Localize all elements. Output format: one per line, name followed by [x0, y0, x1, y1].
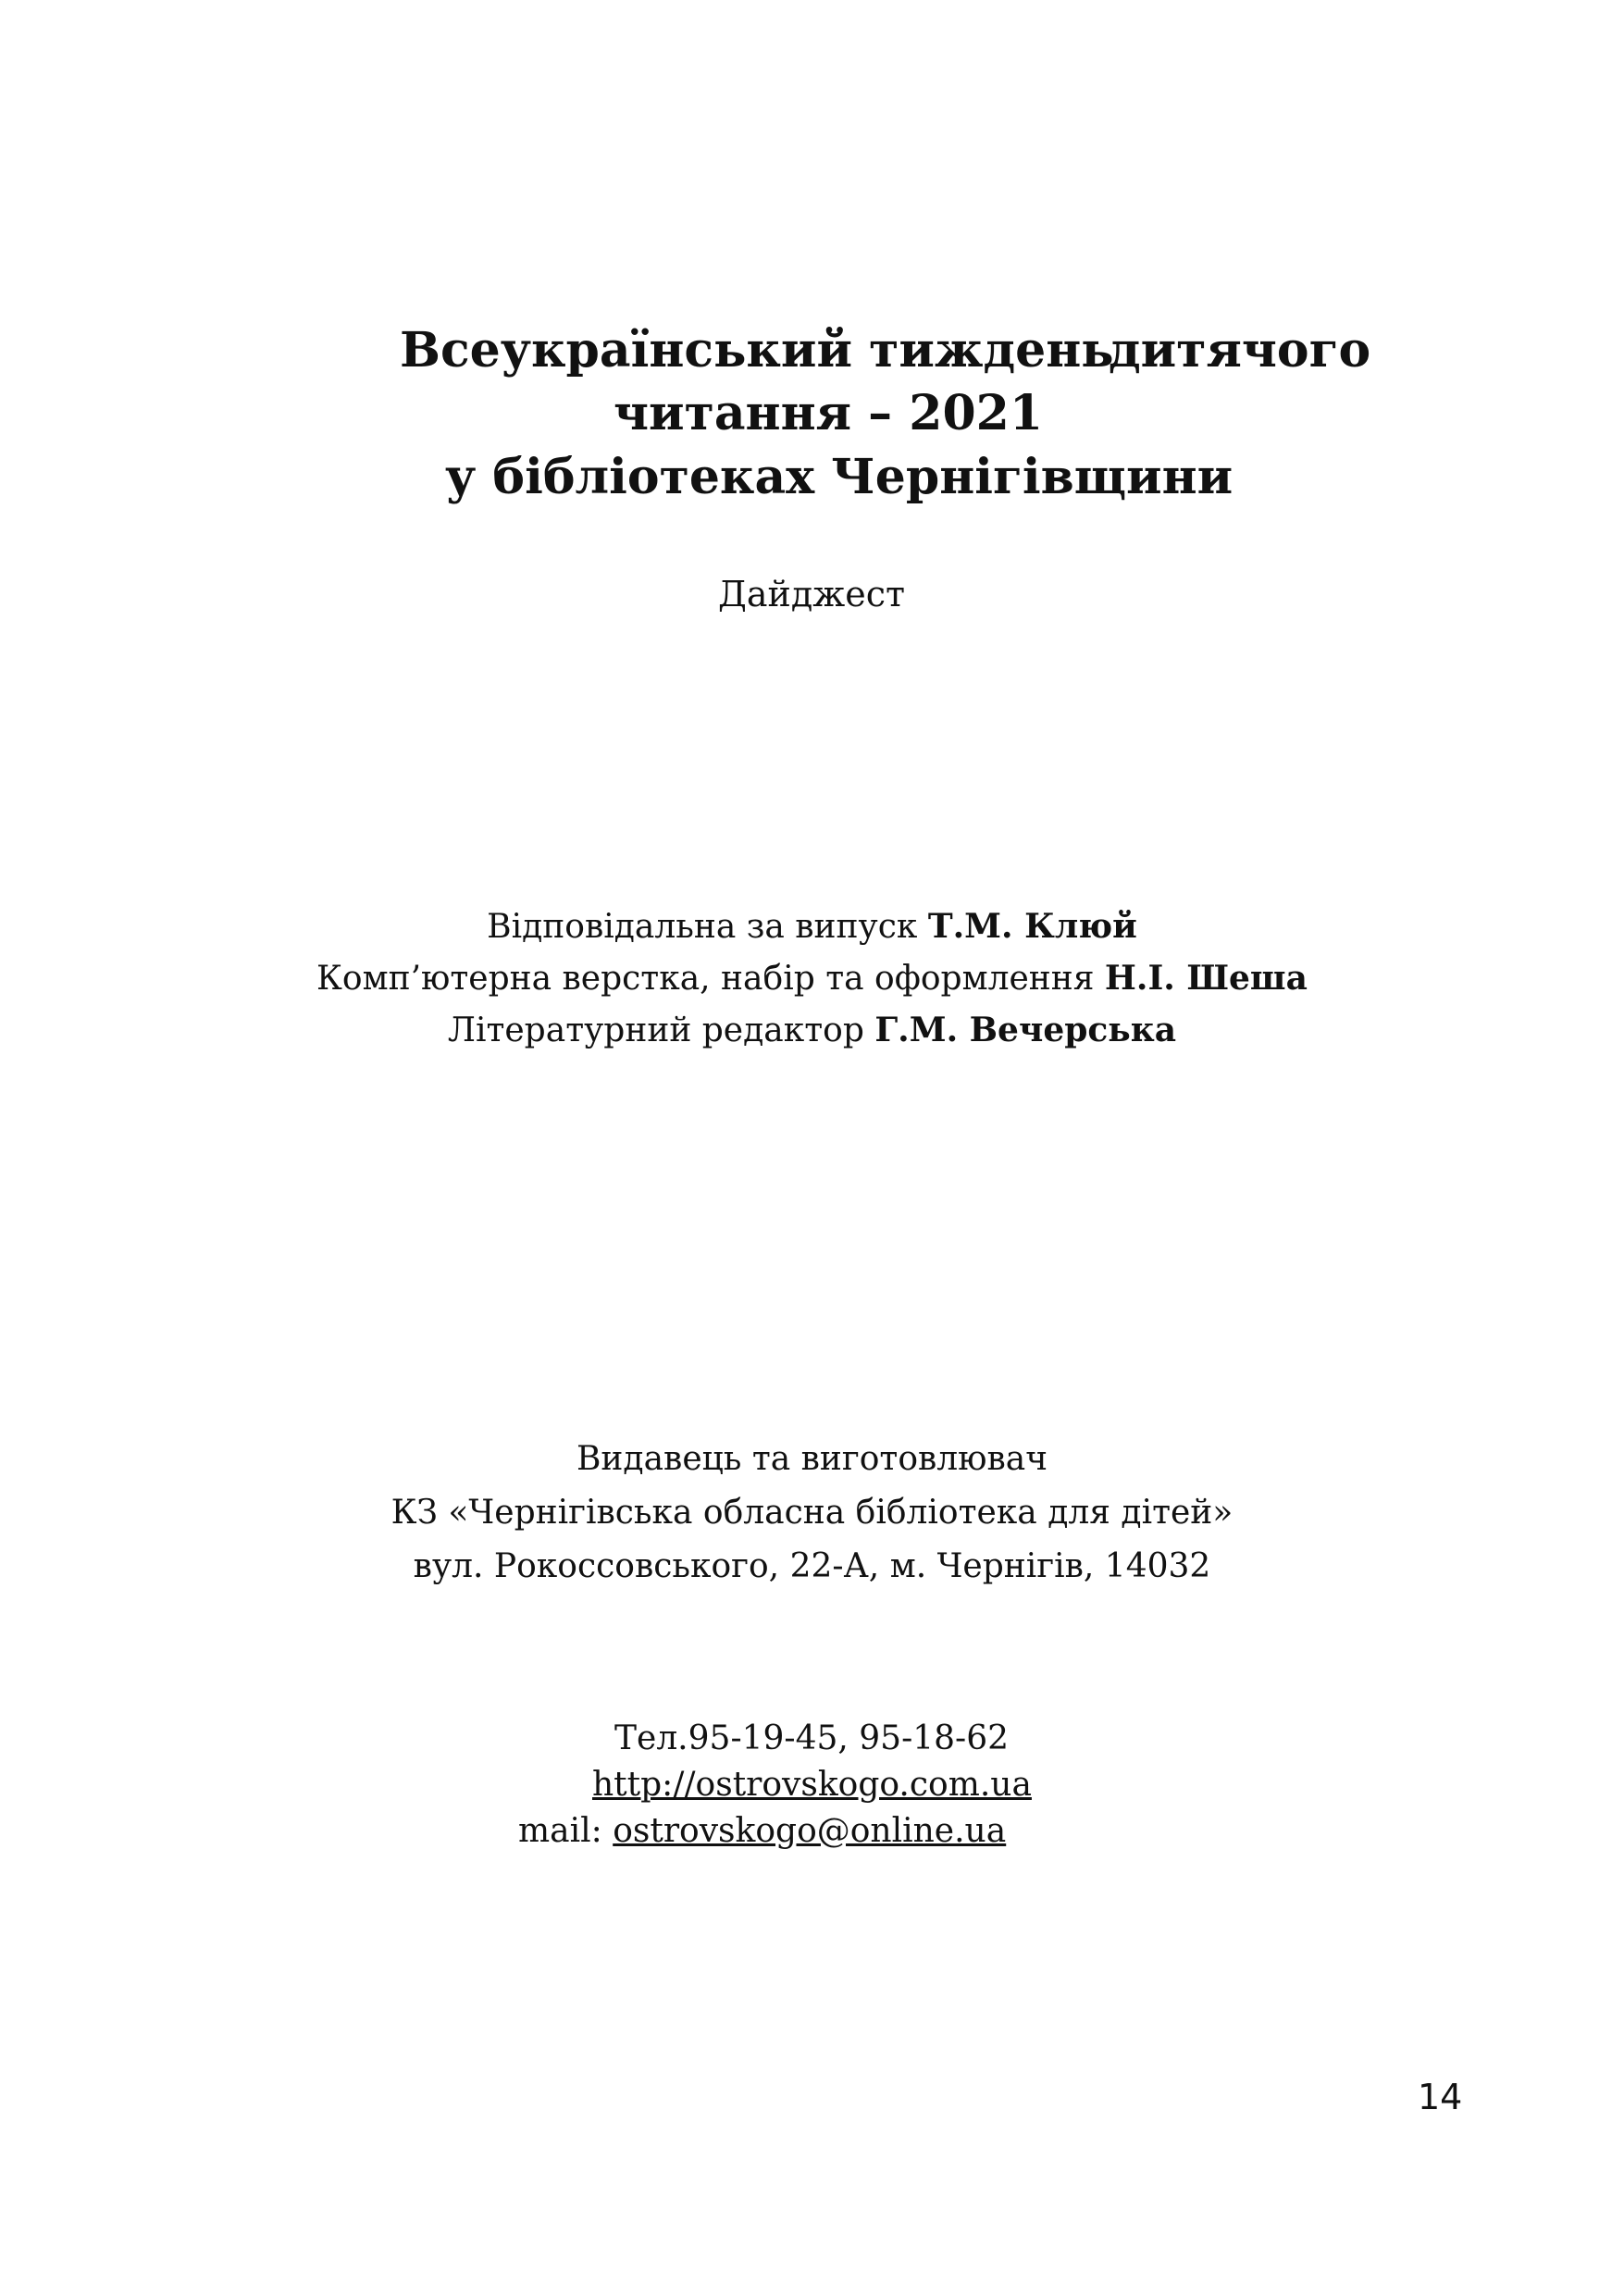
credit-name: Н.І. Шеша — [1104, 959, 1308, 998]
contact-phone: Тел.95-19-45, 95-18-62 — [614, 1719, 1010, 1757]
title-line-3: у бібліотеках Чернігівщини — [445, 449, 1233, 505]
publisher-organization: КЗ «Чернігівська обласна бібліотека для дітей» — [391, 1494, 1233, 1532]
credit-line-3 — [0, 1011, 1624, 1049]
website-link[interactable]: http://ostrovskogo.com.ua — [592, 1766, 1032, 1804]
credit-line-1 — [0, 907, 1624, 946]
credit-label: Відповідальна за випуск — [487, 908, 918, 946]
credit-line-2 — [0, 959, 1624, 998]
publisher-heading: Видавець та виготовлювач — [576, 1440, 1048, 1478]
contact-email-line — [518, 1812, 1006, 1850]
contact-website-line — [592, 1766, 1032, 1804]
credit-label: Комп’ютерна верстка, набір та оформлення — [316, 960, 1095, 998]
credit-name: Т.М. Клюй — [927, 907, 1137, 946]
credit-name: Г.М. Вечерська — [874, 1011, 1177, 1049]
email-link[interactable]: ostrovskogo@online.ua — [613, 1812, 1007, 1850]
title-line-1-part-2: дитячого — [1109, 322, 1371, 379]
title-line-1-part-1: Всеукраїнський тиждень — [400, 322, 1114, 379]
page-number: 14 — [1418, 2077, 1463, 2117]
title-line-2: читання – 2021 — [614, 385, 1044, 441]
subtitle: Дайджест — [718, 574, 906, 614]
credit-label: Літературний редактор — [447, 1011, 864, 1049]
mail-label: mail: — [518, 1812, 602, 1850]
publisher-address: вул. Рокоссовського, 22-А, м. Чернігів, 14032 — [413, 1547, 1211, 1585]
